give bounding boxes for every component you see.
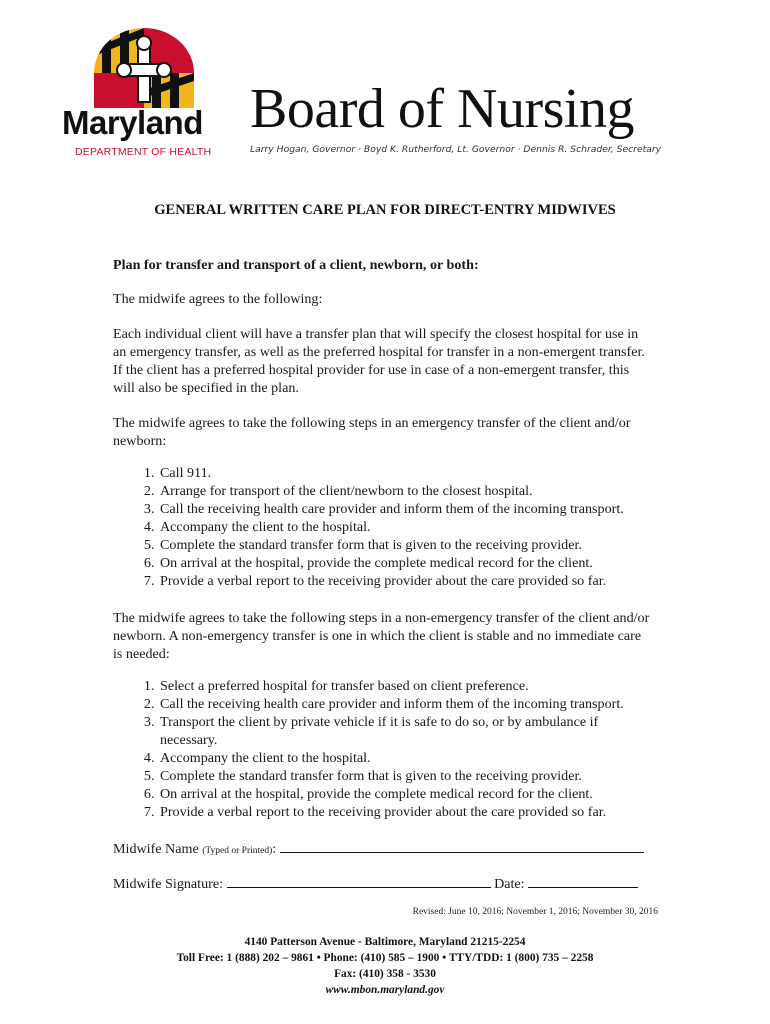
plan-heading: Plan for transfer and transport of a client, newborn, or both: xyxy=(113,257,479,273)
nonemergency-intro: The midwife agrees to take the following steps in a non-emergency transfer of the client and/or newborn. A non-emergency transfer is one in which the client is stable and no immediate care is needed: xyxy=(113,610,650,662)
list-item: 1. Call 911. xyxy=(158,464,653,482)
midwife-name-hint: (Typed or Printed) xyxy=(202,846,273,856)
list-item: 1. Select a preferred hospital for transfer based on client preference. xyxy=(158,677,653,695)
list-item: 5. Complete the standard transfer form that is given to the receiving provider. xyxy=(158,536,653,554)
list-item: 3. Call the receiving health care provider and inform them of the incoming transport. xyxy=(158,500,653,518)
footer xyxy=(0,934,770,998)
list-item: 4. Accompany the client to the hospital. xyxy=(158,749,653,767)
list-item: 5. Complete the standard transfer form that is given to the receiving provider. xyxy=(158,767,653,785)
revised-dates: Revised: June 10, 2016; November 1, 2016; November 30, 2016 xyxy=(412,907,658,917)
agrees-intro: The midwife agrees to the following: xyxy=(113,291,323,307)
footer-phones: Toll Free: 1 (888) 202 – 9861 • Phone: (410) 585 – 1900 • TTY/TDD: 1 (800) 735 – 2258 xyxy=(176,952,594,964)
document-body xyxy=(113,256,653,821)
footer-fax: Fax: (410) 358 - 3530 xyxy=(334,968,436,980)
logo-department-name: DEPARTMENT OF HEALTH xyxy=(75,146,212,158)
maryland-flag-emblem-icon xyxy=(94,28,194,108)
midwife-name-label: Midwife Name xyxy=(113,841,199,857)
emergency-intro: The midwife agrees to take the following steps in an emergency transfer of the client and/or newborn: xyxy=(113,415,631,449)
transfer-plan-paragraph: Each individual client will have a transfer plan that will specify the closest hospital for use in an emergency transfer, as well as the preferred hospital for transfer in a non-emergent transfer. If the client has a preferred hospital provider for use in case of a non-emergent transfer, this will also be specified in the plan. xyxy=(113,326,645,396)
nonemergency-steps-list xyxy=(113,677,653,821)
midwife-signature-field[interactable] xyxy=(227,873,491,888)
date-label: Date: xyxy=(494,876,525,892)
list-item: 2. Call the receiving health care provider and inform them of the incoming transport. xyxy=(158,695,653,713)
list-item: 4. Accompany the client to the hospital. xyxy=(158,518,653,536)
list-item: 2. Arrange for transport of the client/newborn to the closest hospital. xyxy=(158,482,653,500)
midwife-name-colon: : xyxy=(272,841,277,857)
emergency-steps-list xyxy=(113,464,653,590)
maryland-doh-logo xyxy=(62,28,232,158)
list-item: 6. On arrival at the hospital, provide the complete medical record for the client. xyxy=(158,554,653,572)
list-item: 7. Provide a verbal report to the receiving provider about the care provided so far. xyxy=(158,803,653,821)
list-item: 7. Provide a verbal report to the receiving provider about the care provided so far. xyxy=(158,572,653,590)
list-item: 3. Transport the client by private vehicle if it is safe to do so, or by ambulance if necessary. xyxy=(158,713,653,749)
document-title: GENERAL WRITTEN CARE PLAN FOR DIRECT-ENTRY MIDWIVES xyxy=(154,202,616,218)
midwife-name-field[interactable] xyxy=(280,838,644,853)
officials-line: Larry Hogan, Governor · Boyd K. Rutherford, Lt. Governor · Dennis R. Schrader, Secretary xyxy=(250,144,662,155)
footer-address: 4140 Patterson Avenue - Baltimore, Maryland 21215-2254 xyxy=(244,936,526,948)
footer-website-link[interactable]: www.mbon.maryland.gov xyxy=(325,984,445,996)
list-item: 6. On arrival at the hospital, provide the complete medical record for the client. xyxy=(158,785,653,803)
midwife-signature-row xyxy=(113,873,638,893)
midwife-name-row xyxy=(113,838,644,858)
board-title: Board of Nursing xyxy=(250,78,634,140)
logo-state-name: Maryland xyxy=(62,104,203,141)
date-field[interactable] xyxy=(528,873,638,888)
midwife-signature-label: Midwife Signature: xyxy=(113,876,223,892)
